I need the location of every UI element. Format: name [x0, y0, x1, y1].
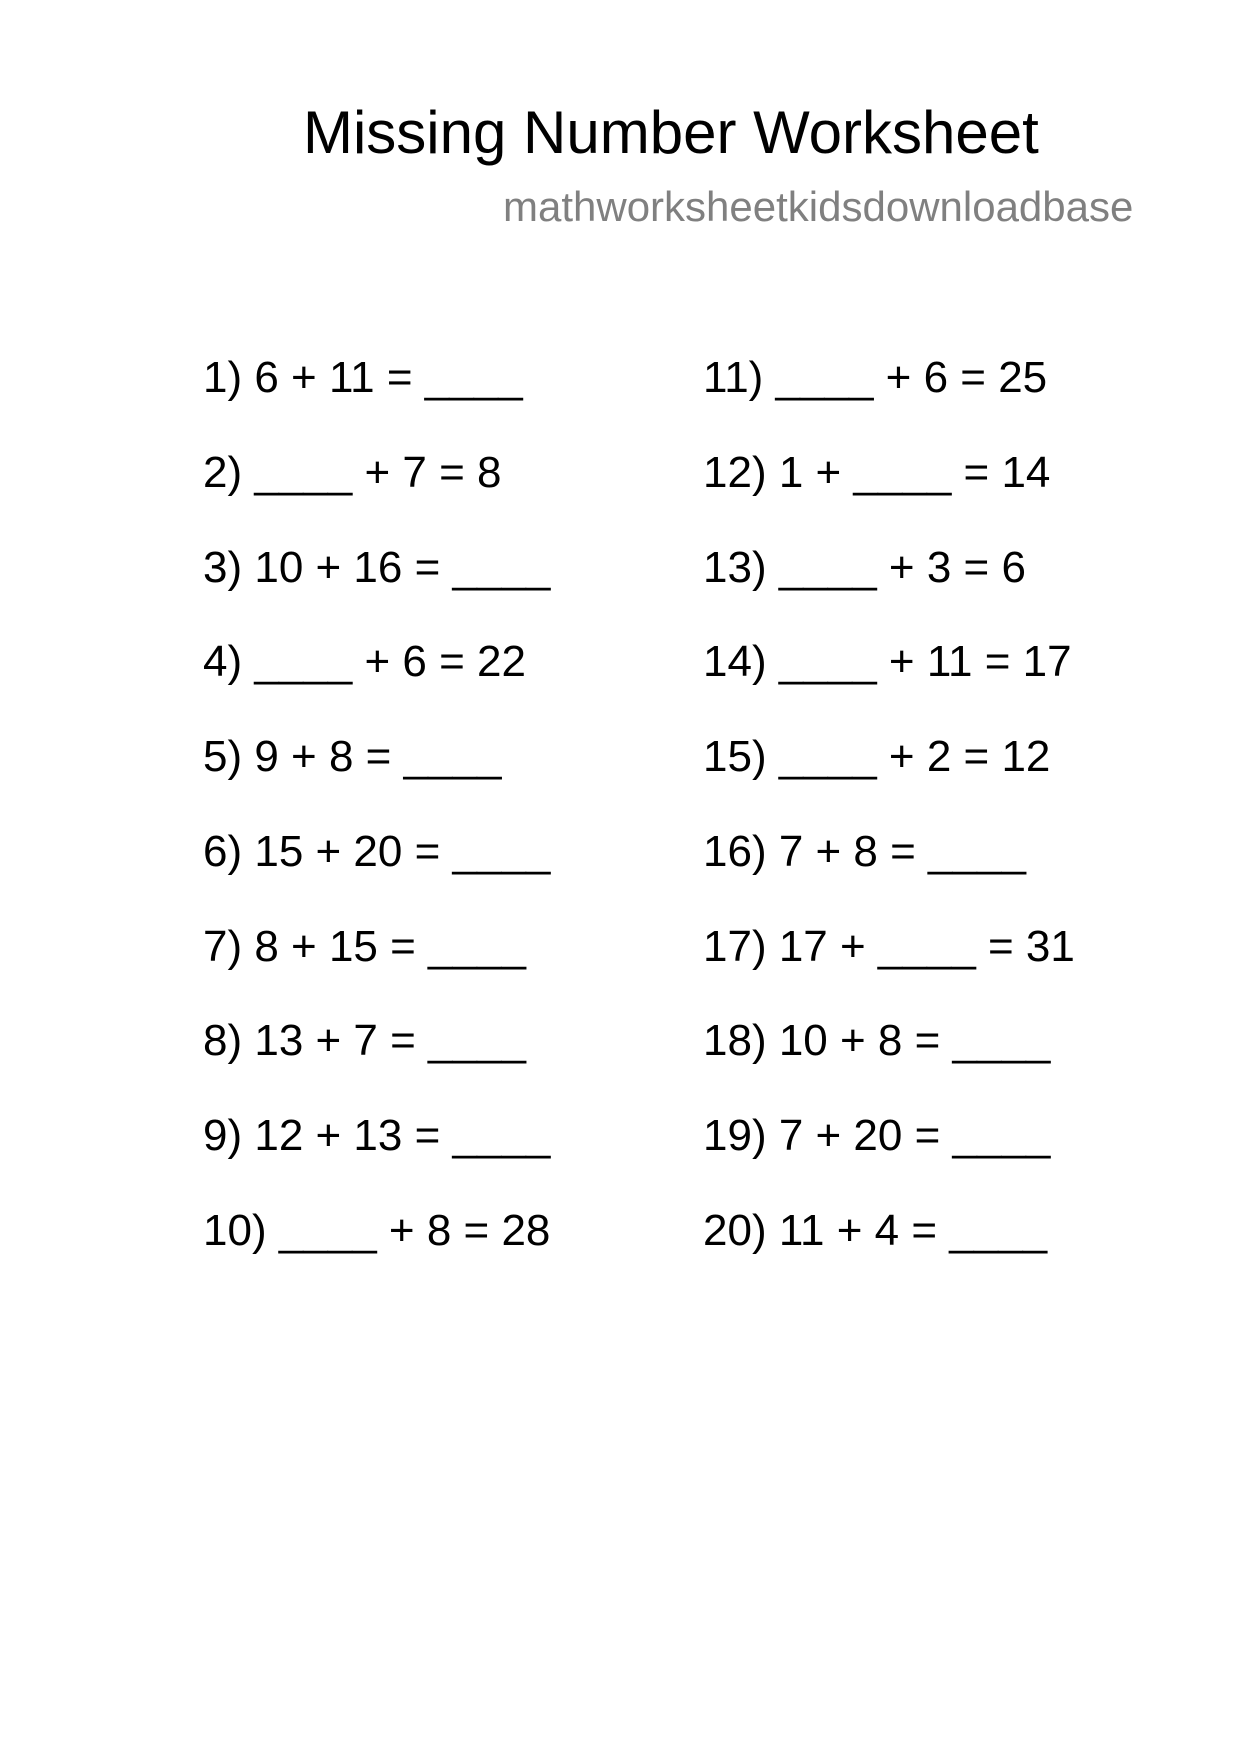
worksheet-source: mathworksheetkidsdownloadbase [503, 183, 1134, 230]
problem-12: 12) 1 + ____ = 14 [703, 448, 1051, 497]
problem-19: 19) 7 + 20 = ____ [703, 1111, 1051, 1160]
problem-16: 16) 7 + 8 = ____ [703, 827, 1026, 876]
problem-15: 15) ____ + 2 = 12 [703, 732, 1051, 781]
problem-4: 4) ____ + 6 = 22 [203, 637, 526, 686]
problem-8: 8) 13 + 7 = ____ [203, 1016, 526, 1065]
problem-18: 18) 10 + 8 = ____ [703, 1016, 1051, 1065]
problem-2: 2) ____ + 7 = 8 [203, 448, 502, 497]
problem-14: 14) ____ + 11 = 17 [703, 637, 1072, 686]
problem-3: 3) 10 + 16 = ____ [203, 543, 551, 592]
problem-1: 1) 6 + 11 = ____ [203, 353, 523, 402]
problem-13: 13) ____ + 3 = 6 [703, 543, 1026, 592]
problem-11: 11) ____ + 6 = 25 [703, 353, 1048, 402]
problem-9: 9) 12 + 13 = ____ [203, 1111, 551, 1160]
problem-17: 17) 17 + ____ = 31 [703, 922, 1075, 971]
worksheet-title: Missing Number Worksheet [303, 99, 1039, 166]
problem-5: 5) 9 + 8 = ____ [203, 732, 502, 781]
problem-7: 7) 8 + 15 = ____ [203, 922, 526, 971]
problem-6: 6) 15 + 20 = ____ [203, 827, 551, 876]
problem-20: 20) 11 + 4 = ____ [703, 1206, 1048, 1255]
problem-10: 10) ____ + 8 = 28 [203, 1206, 551, 1255]
